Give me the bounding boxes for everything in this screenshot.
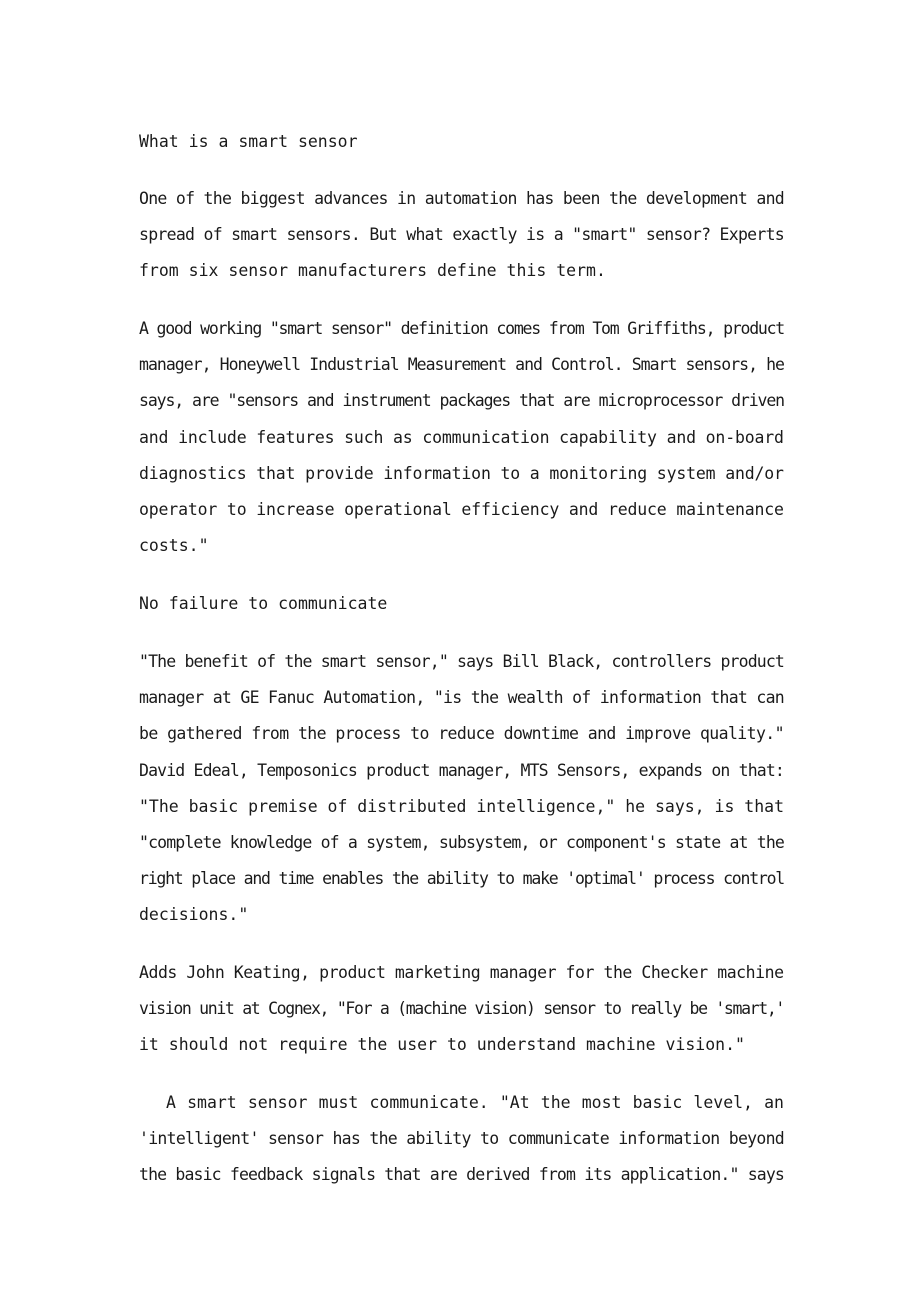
text-line: Adds John Keating, product marketing manager for the Checker machine [139, 963, 784, 982]
section-heading-no-failure: No failure to communicate [139, 594, 388, 613]
text-line: decisions." [139, 905, 249, 925]
text-line: manager, Honeywell Industrial Measurement and Control. Smart sensors, he [139, 355, 784, 375]
text-line: and include features such as communication capability and on-board [139, 427, 784, 447]
text-line: the basic feedback signals that are derived from its application." says [139, 1165, 784, 1185]
text-line: manager at GE Fanuc Automation, "is the wealth of information that can [139, 688, 784, 708]
paragraph-communicate [139, 1085, 784, 1194]
text-line: "The basic premise of distributed intelligence," he says, is that [139, 796, 784, 816]
text-line: David Edeal, Temposonics product manager, MTS Sensors, expands on that: [139, 760, 784, 780]
text-line: vision unit at Cognex, "For a (machine vision) sensor to really be 'smart,' [139, 999, 784, 1019]
paragraph-intro [139, 181, 784, 290]
section-heading-what-is-smart-sensor: What is a smart sensor [139, 132, 358, 151]
text-line: operator to increase operational efficiency and reduce maintenance [139, 499, 784, 519]
paragraph-keating [139, 955, 784, 1064]
text-line: it should not require the user to understand machine vision." [139, 1035, 745, 1055]
text-line: A smart sensor must communicate. "At the most basic level, an [166, 1093, 784, 1112]
paragraph-benefit [139, 644, 784, 934]
text-line: be gathered from the process to reduce downtime and improve quality." [139, 724, 784, 744]
text-line: "The benefit of the smart sensor," says Bill Black, controllers product [139, 652, 784, 671]
text-line: says, are "sensors and instrument packages that are microprocessor driven [139, 391, 784, 411]
text-line: One of the biggest advances in automation has been the development and [139, 189, 784, 208]
text-line: A good working "smart sensor" definition comes from Tom Griffiths, product [139, 319, 784, 338]
text-line: 'intelligent' sensor has the ability to communicate information beyond [139, 1129, 784, 1149]
text-line: right place and time enables the ability to make 'optimal' process control [139, 869, 784, 889]
text-line: diagnostics that provide information to a monitoring system and/or [139, 463, 784, 483]
text-line: costs." [139, 536, 209, 556]
text-line: spread of smart sensors. But what exactly is a "smart" sensor? Experts [139, 225, 784, 245]
text-line: from six sensor manufacturers define this term. [139, 261, 606, 281]
paragraph-definition [139, 311, 784, 564]
text-line: "complete knowledge of a system, subsystem, or component's state at the [139, 832, 784, 852]
